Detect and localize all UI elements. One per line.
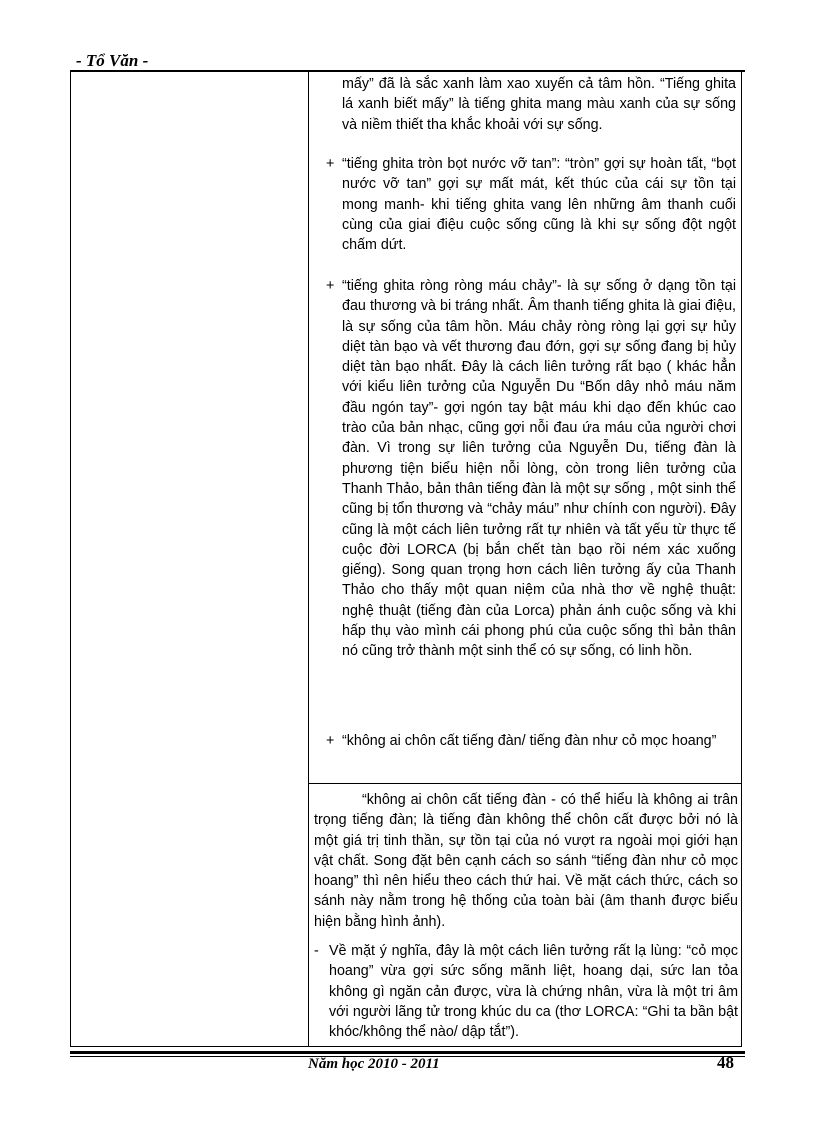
bullet-tron-bot-nuoc: “tiếng ghita tròn bọt nước vỡ tan”: “tròn” gợi sự hoàn tất, “bọt nước vỡ tan” gợi sự mất mát, kết thúc của cái sự tồn tại mong manh- khi tiếng ghita vang lên những âm thanh cuối cùng của giai điệu cuộc sống cũng là khi sự sống đột ngột chấm dứt.: [342, 156, 736, 254]
dash-marker: -: [314, 943, 319, 959]
paragraph-intro: mấy” đã là sắc xanh làm xao xuyến cả tâm hồn. “Tiếng ghita lá xanh biết mấy” là tiếng ghita mang màu xanh của sự sống và niềm thiết tha khắc khoải với sự sống.: [342, 76, 736, 133]
bullet-marker: +: [326, 733, 335, 749]
bullet-rong-rong-mau-chay: “tiếng ghita ròng ròng máu chảy”- là sự sống ở dạng tồn tại đau thương và bi tráng nhất. Âm thanh tiếng ghita là giai điệu, là sự sống của tâm hồn. Máu chảy ròng ròng lại gợi sự hủy diệt tàn bạo và vết thương đau đớn, gợi sự sống đang bị hủy diệt tàn bạo nhất. Đây là cách liên tưởng rất bạo ( khác hẳn với kiểu liên tưởng của Nguyễn Du “Bốn dây nhỏ máu năm đầu ngón tay”- gợi ngón tay bật máu khi dạo đến khúc cao trào của bản nhạc, cũng gợi nỗi đau ứa máu của người chơi đàn. Vì trong sự liên tưởng của Nguyễn Du, tiếng đàn là phương tiện biểu hiện nỗi lòng, còn trong liên tưởng của Thanh Thảo, bản thân tiếng đàn là một sự sống , một sinh thể cũng bị tổn thương và “chảy máu” như chính con người). Đây cũng là một cách liên tưởng rất tự nhiên và tất yếu từ thực tế cuộc đời LORCA (bị bắn chết tàn bạo rồi ném xác xuống giếng). Song quan trọng hơn cách liên tưởng ấy của Thanh Thảo cho thấy một quan niệm của nhà thơ về nghệ thuật: nghệ thuật (tiếng đàn của Lorca) phản ánh cuộc sống và khi hấp thụ vào mình cái phong phú của cuộc sống thì bản thân nó cũng trở thành một sinh thể có sự sống, có linh hồn.: [342, 278, 736, 660]
footer-rule-thick: [70, 1051, 745, 1054]
paragraph-explanation: “không ai chôn cất tiếng đàn - có thể hiểu là không ai trân trọng tiếng đàn; là tiếng đàn không thể chôn cất được bởi nó là một giá trị tinh thần, sự tồn tại của nó vượt ra ngoài mọi giới hạn vật chất. Song đặt bên cạnh cách so sánh “tiếng đàn như cỏ mọc hoang” thì nên hiểu theo cách thứ hai. Về mặt cách thức, cách so sánh này nằm trong hệ thống của toàn bài (âm thanh được biểu hiện bằng hình ảnh).: [314, 792, 738, 930]
footer-school-year: Năm học 2010 - 2011: [308, 1056, 440, 1072]
row-divider: [308, 783, 742, 784]
page-number: 48: [717, 1053, 734, 1072]
header-title: - Tổ Văn -: [76, 51, 149, 70]
bullet-marker: +: [326, 156, 335, 172]
column-divider: [308, 72, 309, 1047]
bullet-marker: +: [326, 278, 335, 294]
bullet-khong-ai-chon-cat: “không ai chôn cất tiếng đàn/ tiếng đàn như cỏ mọc hoang”: [342, 733, 717, 749]
paragraph-meaning: Về mặt ý nghĩa, đây là một cách liên tưởng rất lạ lùng: “cỏ mọc hoang” vừa gợi sức sống mãnh liệt, hoang dại, sức lan tỏa không gì ngăn cản được, vừa là chứng nhân, vừa là một tri âm với người lãng tử trong khúc du ca (thơ LORCA: “Ghi ta bần bật khóc/không thể nào/ dập tắt”).: [329, 943, 738, 1041]
